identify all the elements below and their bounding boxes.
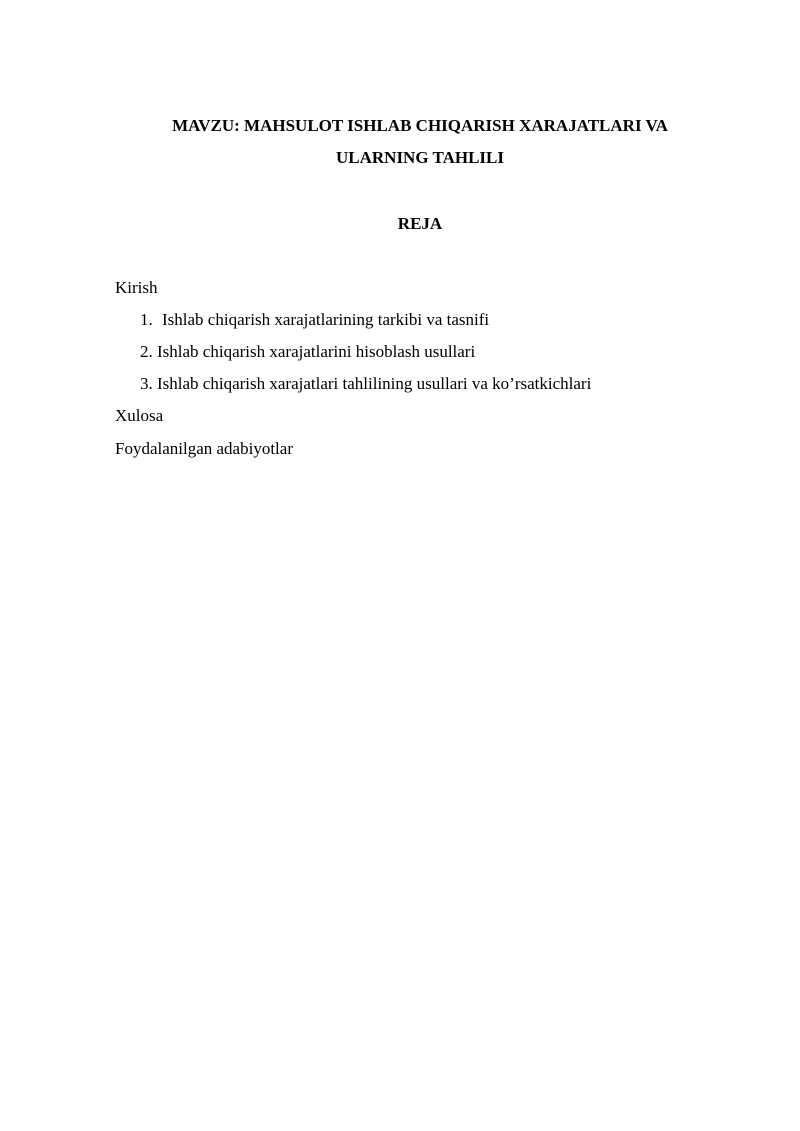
plan-item-3-text: Ishlab chiqarish xarajatlari tahlilining usullari va ko’rsatkichlari	[157, 374, 592, 393]
plan-item-3-number: 3.	[140, 374, 153, 393]
plan-item-1-text: Ishlab chiqarish xarajatlarining tarkibi va tasnifi	[162, 310, 490, 329]
document-title-line-2: ULARNING TAHLILI	[336, 148, 504, 167]
document-title-line-1: MAVZU: MAHSULOT ISHLAB CHIQARISH XARAJATLARI VA	[172, 116, 668, 135]
plan-references: Foydalanilgan adabiyotlar	[115, 439, 293, 458]
plan-item-2	[140, 342, 475, 362]
plan-item-1-number: 1.	[140, 310, 153, 329]
plan-item-2-number: 2.	[140, 342, 153, 361]
plan-item-2-text: Ishlab chiqarish xarajatlarini hisoblash usullari	[157, 342, 476, 361]
plan-heading: REJA	[397, 214, 443, 233]
plan-item-1	[140, 310, 489, 330]
plan-intro: Kirish	[115, 278, 158, 297]
plan-conclusion: Xulosa	[115, 406, 164, 425]
plan-item-3	[140, 374, 591, 394]
